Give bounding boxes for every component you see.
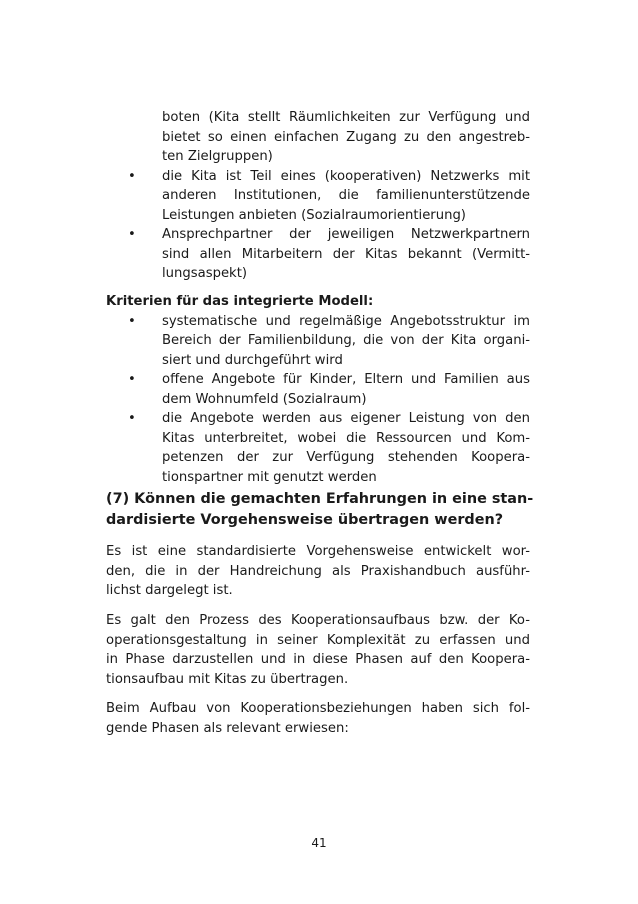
text-line: die Kita ist Teil eines (kooperativen) Netzwerks mit [162, 168, 530, 184]
list-item [106, 409, 530, 487]
continued-list-item [162, 108, 530, 167]
paragraph [106, 699, 530, 738]
text-line: Es ist eine standardisierte Vorgehensweise entwickelt wor- [106, 544, 530, 559]
integrated-criteria-list [106, 312, 530, 488]
text-line: Beim Aufbau von Kooperationsbeziehungen haben sich fol- [106, 701, 530, 716]
text-line: gende Phasen als relevant erwiesen: [106, 720, 349, 736]
text-line: operationsgestaltung in seiner Komplexität zu erfassen und [106, 632, 530, 648]
text-line: offene Angebote für Kinder, Eltern und Familien aus [162, 372, 530, 387]
text-line: in Phase darzustellen und in diese Phasen auf den Koopera- [106, 652, 530, 667]
text-line: petenzen der zur Verfügung stehenden Koopera- [162, 450, 530, 465]
list-item [106, 225, 530, 284]
text-line: dem Wohnumfeld (Sozialraum) [162, 391, 367, 407]
text-line: Leistungen anbieten (Sozialraumorientierung) [162, 207, 466, 223]
text-line: lichst dargelegt ist. [106, 583, 233, 598]
text-line: siert und durchgeführt wird [162, 352, 343, 368]
text-line: die Angebote werden aus eigener Leistung von den [162, 411, 530, 426]
text-line: Es galt den Prozess des Kooperationsaufbaus bzw. der Ko- [106, 613, 530, 628]
text-line: anderen Institutionen, die familienunterstützende [162, 188, 530, 203]
text-line: bietet so einen einfachen Zugang zu den angestreb- [162, 129, 530, 145]
integrated-model-heading: Kriterien für das integrierte Modell: [106, 294, 374, 309]
text-line: tionspartner mit genutzt werden [162, 469, 377, 485]
text-line: ten Zielgruppen) [162, 149, 273, 164]
text-line: systematische und regelmäßige Angebotsstruktur im [162, 313, 530, 329]
text-line: (7) Können die gemachten Erfahrungen in eine stan- [106, 491, 534, 507]
text-line: boten (Kita stellt Räumlichkeiten zur Verfügung und [162, 110, 530, 125]
text-line: Kitas unterbreitet, wobei die Ressourcen und Kom- [162, 430, 530, 446]
bullet-icon: • [128, 227, 136, 242]
bullet-icon: • [128, 372, 136, 387]
text-line: Ansprechpartner der jeweiligen Netzwerkpartnern [162, 227, 530, 242]
paragraph [106, 611, 530, 689]
page-number: 41 [311, 836, 327, 850]
text-line: dardisierte Vorgehensweise übertragen werden? [106, 512, 504, 528]
question-heading [106, 489, 534, 531]
list-item [106, 312, 530, 371]
bullet-icon: • [128, 168, 136, 184]
list-item [106, 370, 530, 409]
text-line: Bereich der Familienbildung, die von der Kita organi- [162, 333, 530, 348]
bullet-icon: • [128, 411, 136, 426]
text-line: den, die in der Handreichung als Praxishandbuch ausführ- [106, 563, 530, 579]
text-line: sind allen Mitarbeitern der Kitas bekannt (Vermitt- [162, 246, 530, 262]
text-line: lungsaspekt) [162, 266, 248, 281]
paragraph [106, 542, 530, 601]
list-item [106, 167, 530, 226]
network-criteria-list [106, 167, 530, 284]
text-line: tionsaufbau mit Kitas zu übertragen. [106, 671, 349, 687]
bullet-icon: • [128, 313, 136, 329]
